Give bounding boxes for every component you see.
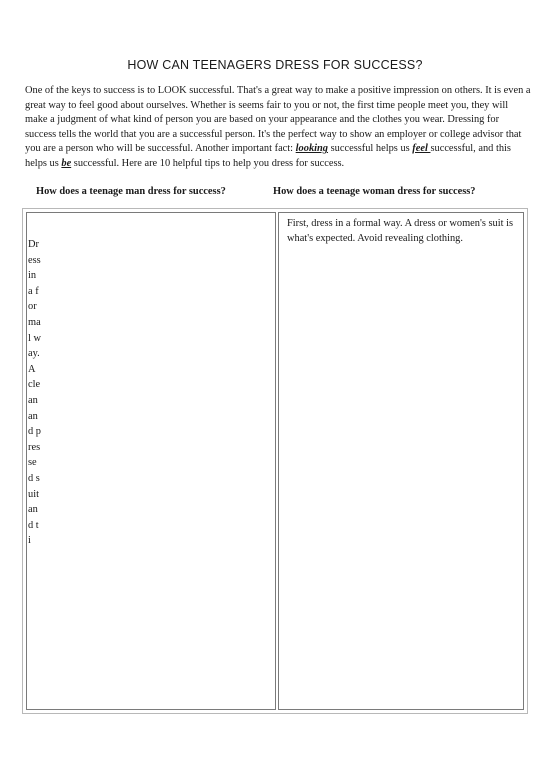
intro-text-2: successful helps us [328,143,413,155]
intro-paragraph [25,84,531,172]
intro-emphasis-looking: looking [295,143,329,155]
intro-emphasis-be: be [61,157,72,169]
tips-table [22,208,528,714]
column-header-men: How does a teenage man dress for success? [36,186,226,197]
intro-text-1: One of the keys to success is to LOOK successful. That's a great way to make a positive impression on others. It is even a great way to feel good about ourselves. Whether is seems fair to you or not, the first time people meet you, they will make a judgment of what kind of person you are based on your appearance and the clothes you wear. Dressing for success tells the world that you are a successful person. It's the perfect way to show an employer or college advisor that you are a person who will be successful. Another important fact: [25,85,531,155]
men-tips-cell[interactable] [26,212,276,710]
women-tips-text: First, dress in a formal way. A dress or women's suit is what's expected. Avoid revealing clothing. [287,218,514,245]
page-title: HOW CAN TEENAGERS DRESS FOR SUCCESS? [127,58,423,72]
intro-emphasis-feel: feel [412,143,431,155]
women-tips-cell[interactable] [278,212,524,710]
men-tips-text: Dress in a formal way. A clean and pressed suit and ti [28,239,41,547]
intro-text-3: successful, and this helps us [25,143,511,169]
intro-text-4: successful. Here are 10 helpful tips to help you dress for success. [71,157,345,169]
column-header-women: How does a teenage woman dress for success? [273,186,476,197]
